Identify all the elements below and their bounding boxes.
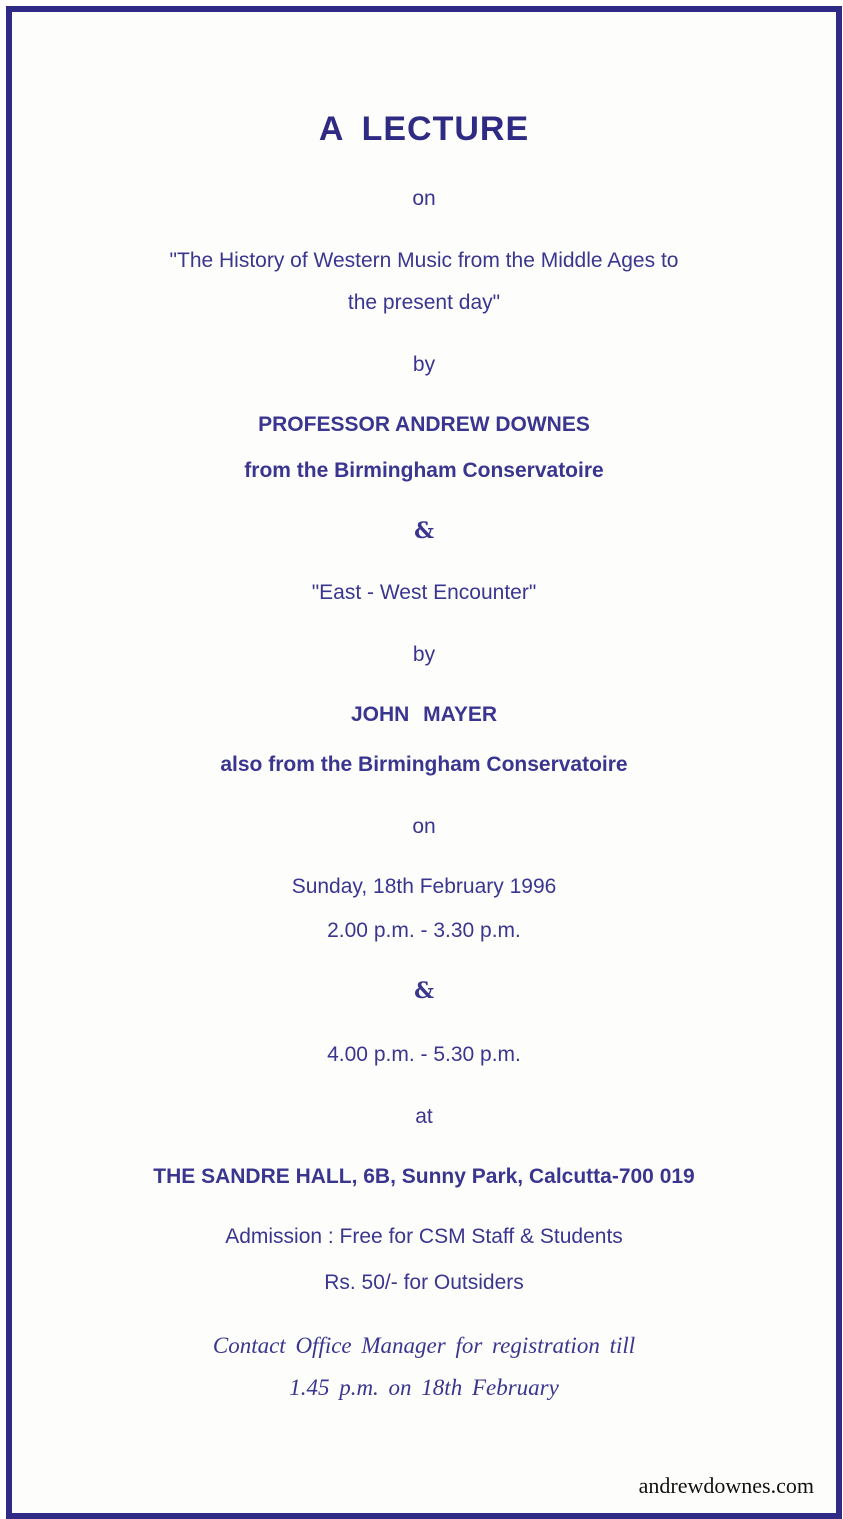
lecture-1-speaker: PROFESSOR ANDREW DOWNES [258,413,590,436]
schedule-ampersand: & [414,978,434,1004]
lecture-1-topic-line-2: the present day" [347,291,501,314]
website-watermark: andrewdownes.com [638,1473,814,1498]
session-1-time: 2.00 p.m. - 3.30 p.m. [327,919,521,942]
lecture-1-by: by [412,353,436,376]
lecture-2-affiliation: also from the Birmingham Conservatoire [220,753,628,776]
page-title: A LECTURE [318,110,530,148]
venue-at: at [415,1105,433,1128]
lecture-1-affiliation: from the Birmingham Conservatoire [244,459,604,482]
lecture-2-by: by [412,643,436,666]
lecture-invitation-card [6,6,842,1519]
session-2-time: 4.00 p.m. - 5.30 p.m. [327,1043,521,1066]
lecture-1-topic-line-1: "The History of Western Music from the Middle Ages to [169,249,679,272]
ampersand-divider: & [414,518,434,544]
event-date: Sunday, 18th February 1996 [291,875,557,898]
contact-line-2: 1.45 p.m. on 18th February [289,1375,559,1400]
admission-line-2: Rs. 50/- for Outsiders [324,1271,524,1294]
lecture-2-speaker: JOHN MAYER [350,703,498,726]
on-connector: on [412,187,436,210]
venue-address: THE SANDRE HALL, 6B, Sunny Park, Calcutta-700 019 [153,1165,695,1188]
admission-line-1: Admission : Free for CSM Staff & Students [225,1225,623,1248]
schedule-on: on [412,815,436,838]
lecture-2-topic: "East - West Encounter" [311,581,537,604]
contact-line-1: Contact Office Manager for registration till [212,1333,636,1358]
